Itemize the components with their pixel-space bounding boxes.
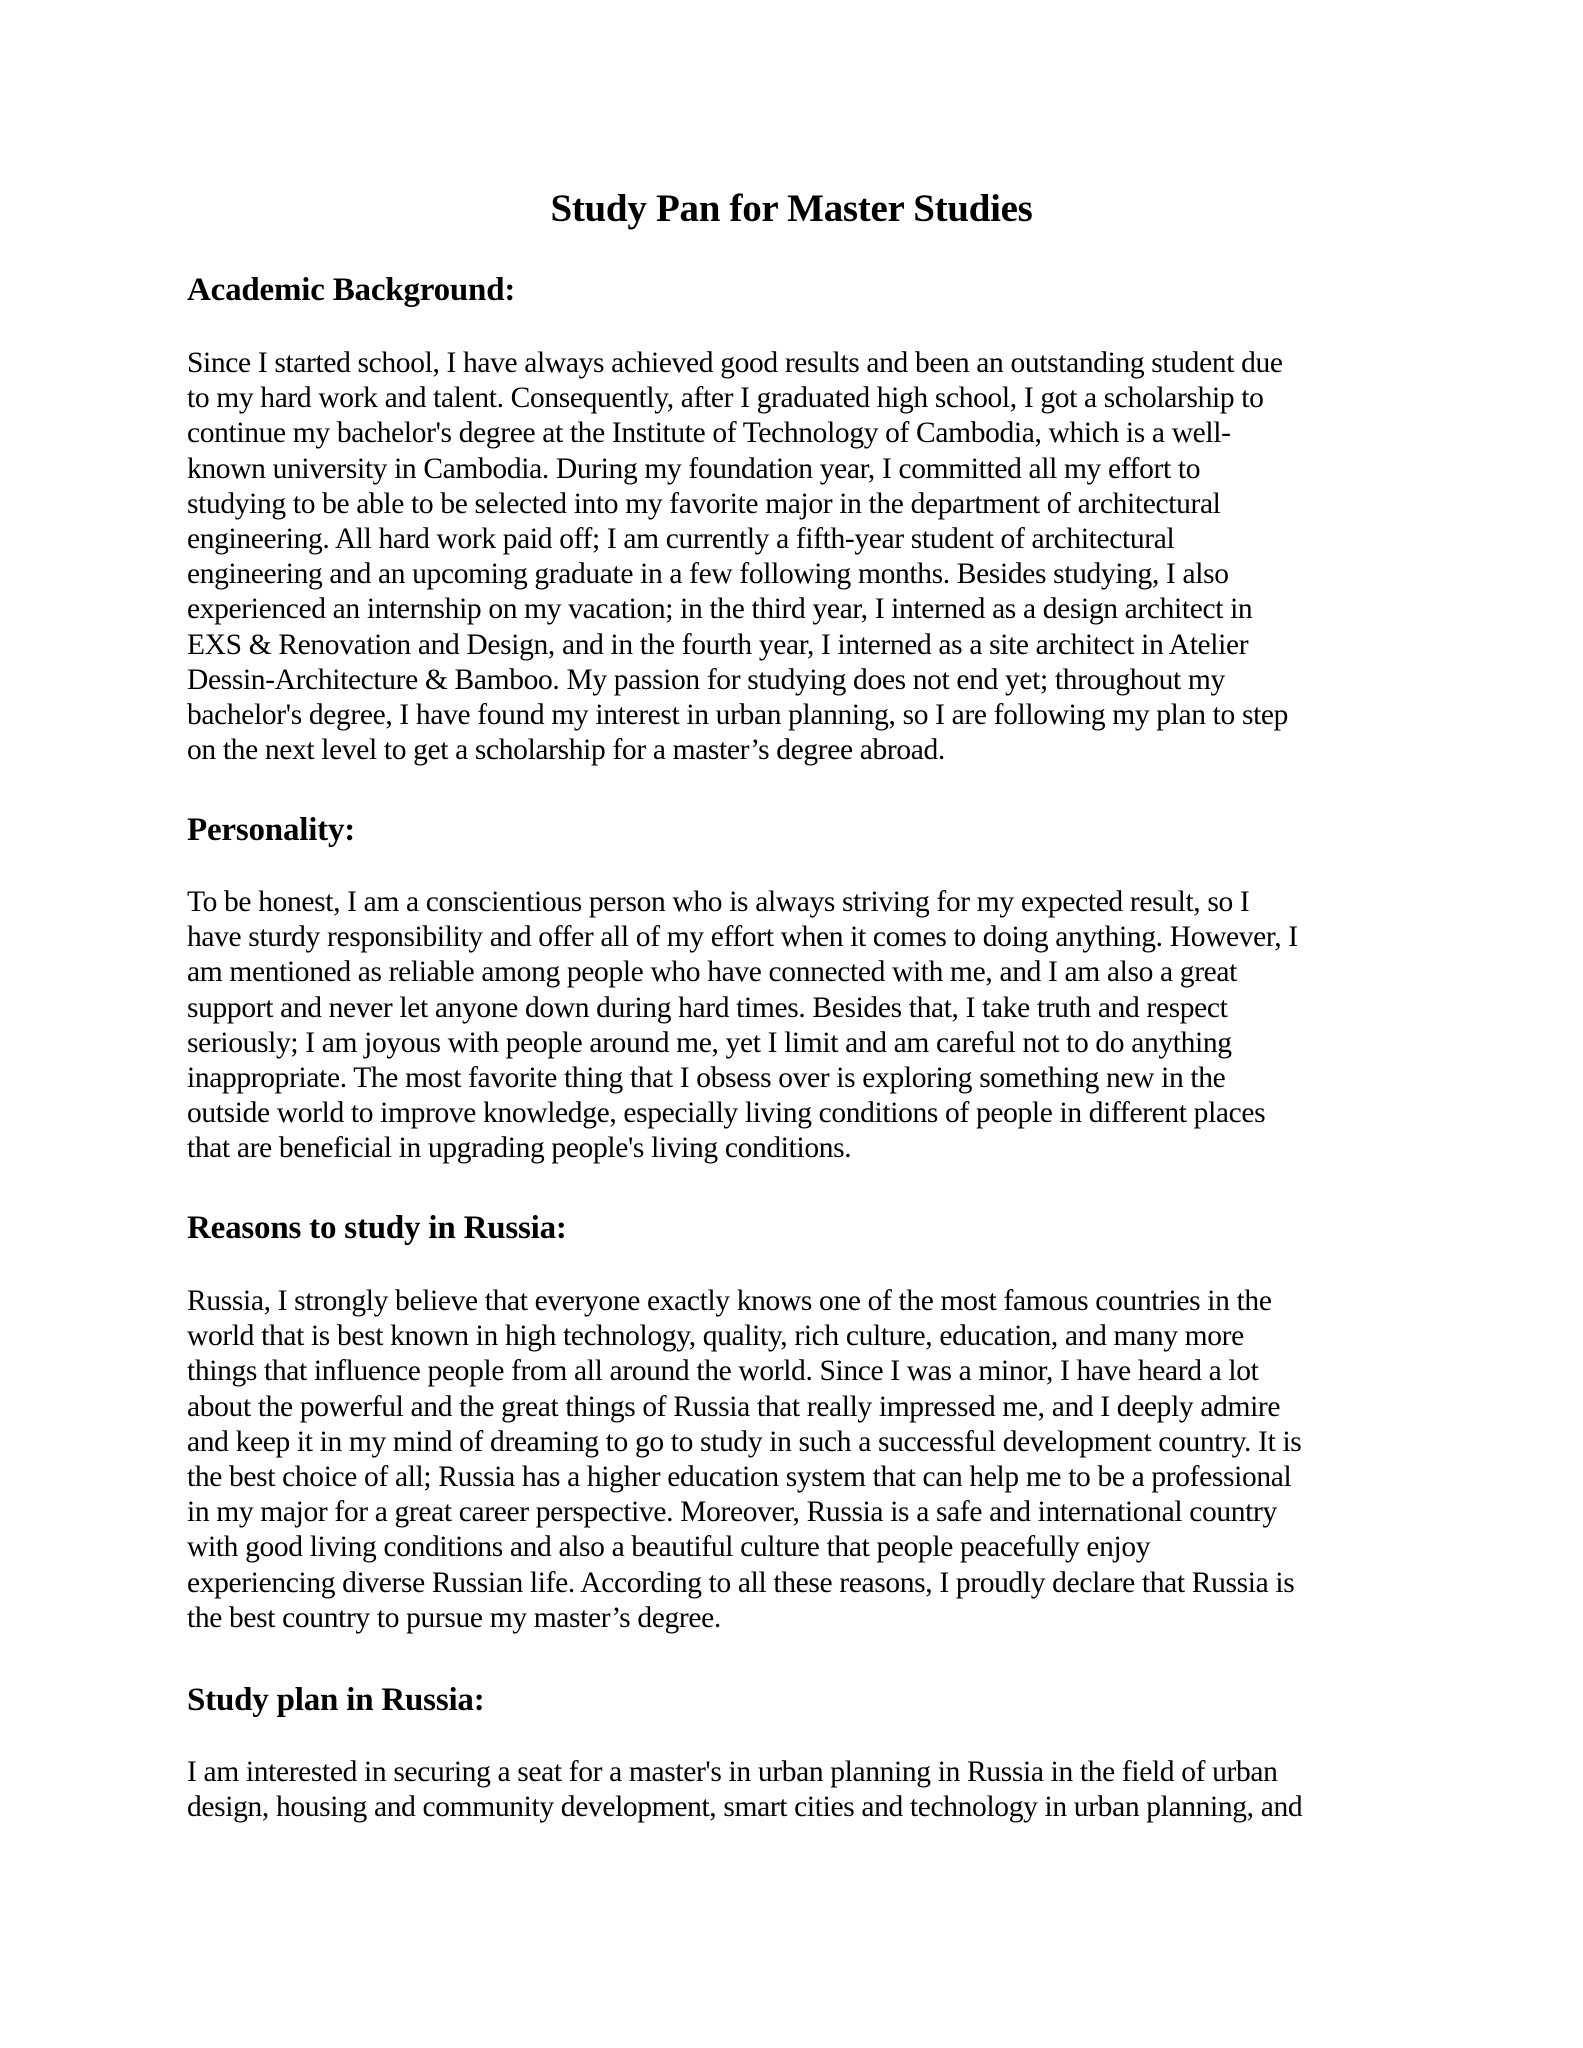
text-line: am mentioned as reliable among people who have connected with me, and I am also a great bbox=[187, 956, 1238, 989]
text-line: known university in Cambodia. During my foundation year, I committed all my effort to bbox=[187, 452, 1201, 485]
text-line: To be honest, I am a conscientious person who is always striving for my expected result, so I bbox=[187, 886, 1250, 918]
text-line: the best country to pursue my master’s degree. bbox=[187, 1601, 721, 1634]
text-line: with good living conditions and also a beautiful culture that people peacefully enjoy bbox=[187, 1531, 1151, 1564]
text-line: have sturdy responsibility and offer all of my effort when it comes to doing anything. However, I bbox=[187, 921, 1298, 954]
text-line: design, housing and community development, smart cities and technology in urban planning, and bbox=[187, 1791, 1303, 1824]
text-line: EXS & Renovation and Design, and in the fourth year, I interned as a site architect in Atelier bbox=[187, 628, 1249, 661]
text-line: on the next level to get a scholarship for a master’s degree abroad. bbox=[187, 734, 945, 767]
section-heading-study-plan: Study plan in Russia: bbox=[187, 1682, 485, 1718]
section-heading-academic-background: Academic Background: bbox=[187, 272, 516, 308]
section-heading-reasons-russia: Reasons to study in Russia: bbox=[187, 1210, 567, 1246]
document-title: Study Pan for Master Studies bbox=[550, 187, 1033, 230]
section-body-personality bbox=[187, 885, 1417, 1167]
section-body-academic-background bbox=[187, 346, 1417, 768]
section-body-reasons-russia bbox=[187, 1284, 1417, 1636]
section-body-study-plan bbox=[187, 1755, 1417, 1825]
text-line: to my hard work and talent. Consequently, after I graduated high school, I got a scholarship to bbox=[187, 382, 1264, 415]
text-line: experiencing diverse Russian life. According to all these reasons, I proudly declare that Russia is bbox=[187, 1566, 1295, 1599]
text-line: inappropriate. The most favorite thing that I obsess over is exploring something new in the bbox=[187, 1062, 1226, 1095]
text-line: seriously; I am joyous with people around me, yet I limit and am careful not to do anything bbox=[187, 1026, 1232, 1059]
text-line: engineering and an upcoming graduate in a few following months. Besides studying, I also bbox=[187, 558, 1229, 591]
text-line: continue my bachelor's degree at the Institute of Technology of Cambodia, which is a well- bbox=[187, 417, 1231, 450]
text-line: world that is best known in high technology, quality, rich culture, education, and many more bbox=[187, 1320, 1244, 1353]
text-line: about the powerful and the great things of Russia that really impressed me, and I deeply admire bbox=[187, 1390, 1281, 1423]
text-line: experienced an internship on my vacation; in the third year, I interned as a design architect in bbox=[187, 593, 1253, 626]
text-line: the best choice of all; Russia has a higher education system that can help me to be a professional bbox=[187, 1461, 1292, 1494]
section-heading-personality: Personality: bbox=[187, 812, 356, 848]
text-line: that are beneficial in upgrading people's living conditions. bbox=[187, 1132, 852, 1165]
text-line: studying to be able to be selected into my favorite major in the department of architectural bbox=[187, 487, 1221, 520]
text-line: support and never let anyone down during hard times. Besides that, I take truth and respect bbox=[187, 991, 1228, 1024]
text-line: things that influence people from all around the world. Since I was a minor, I have heard a lot bbox=[187, 1355, 1259, 1388]
text-line: engineering. All hard work paid off; I am currently a fifth-year student of architectural bbox=[187, 523, 1175, 556]
text-line: I am interested in securing a seat for a master's in urban planning in Russia in the field of urban bbox=[187, 1756, 1278, 1788]
text-line: Russia, I strongly believe that everyone exactly knows one of the most famous countries in the bbox=[187, 1285, 1272, 1317]
text-line: Dessin-Architecture & Bamboo. My passion for studying does not end yet; throughout my bbox=[187, 663, 1225, 696]
text-line: outside world to improve knowledge, especially living conditions of people in different places bbox=[187, 1097, 1266, 1130]
text-line: Since I started school, I have always achieved good results and been an outstanding student due bbox=[187, 347, 1283, 379]
text-line: in my major for a great career perspective. Moreover, Russia is a safe and international country bbox=[187, 1496, 1277, 1529]
text-line: and keep it in my mind of dreaming to go to study in such a successful development country. It is bbox=[187, 1425, 1302, 1458]
text-line: bachelor's degree, I have found my interest in urban planning, so I are following my plan to step bbox=[187, 699, 1289, 732]
